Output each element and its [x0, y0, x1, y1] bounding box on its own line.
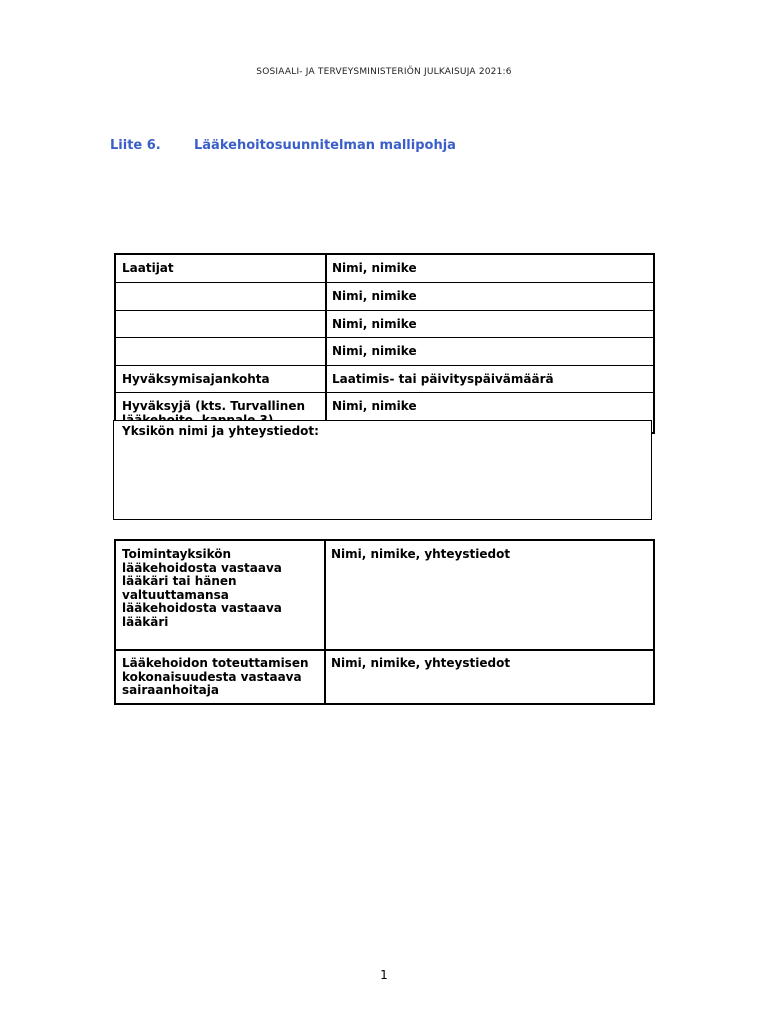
- page-number: 1: [380, 968, 388, 982]
- row-value: Nimi, nimike: [332, 261, 417, 275]
- appendix-heading: [110, 138, 456, 153]
- row-divider: [116, 649, 653, 651]
- appendix-number: Liite 6.: [110, 138, 161, 153]
- table-row: [116, 283, 653, 311]
- table-row: [116, 366, 653, 393]
- table-row: [116, 338, 653, 366]
- row-value: Nimi, nimike: [332, 344, 417, 358]
- unit-info-box: [113, 420, 652, 520]
- running-header: SOSIAALI- JA TERVEYSMINISTERIÖN JULKAISUJA 2021:6: [256, 67, 512, 77]
- row-value: Nimi, nimike, yhteystiedot: [331, 547, 511, 561]
- row-value: Nimi, nimike: [332, 317, 417, 331]
- row-value: Nimi, nimike: [332, 399, 417, 413]
- unit-info-label: Yksikön nimi ja yhteystiedot:: [122, 424, 319, 438]
- appendix-title: Lääkehoitosuunnitelman mallipohja: [194, 138, 456, 153]
- row-value: Nimi, nimike: [332, 289, 417, 303]
- responsibles-table: [114, 539, 655, 705]
- row-label: Toimintayksikön lääkehoidosta vastaava lääkäri tai hänen valtuuttamansa lääkehoidosta vastaava lääkäri: [122, 547, 282, 629]
- row-label: Laatijat: [122, 261, 174, 275]
- column-divider: [324, 541, 326, 703]
- row-value: Laatimis- tai päivityspäivämäärä: [332, 372, 554, 386]
- table-row: [116, 311, 653, 338]
- table-row: [116, 255, 653, 283]
- row-label: Hyväksyjä (kts. Turvallinen: [122, 399, 306, 413]
- authors-table: [114, 253, 655, 434]
- row-label: Hyväksymisajankohta: [122, 372, 270, 386]
- row-value: Nimi, nimike, yhteystiedot: [331, 656, 511, 670]
- row-label: Lääkehoidon toteuttamisen kokonaisuudesta vastaava sairaanhoitaja: [122, 656, 309, 697]
